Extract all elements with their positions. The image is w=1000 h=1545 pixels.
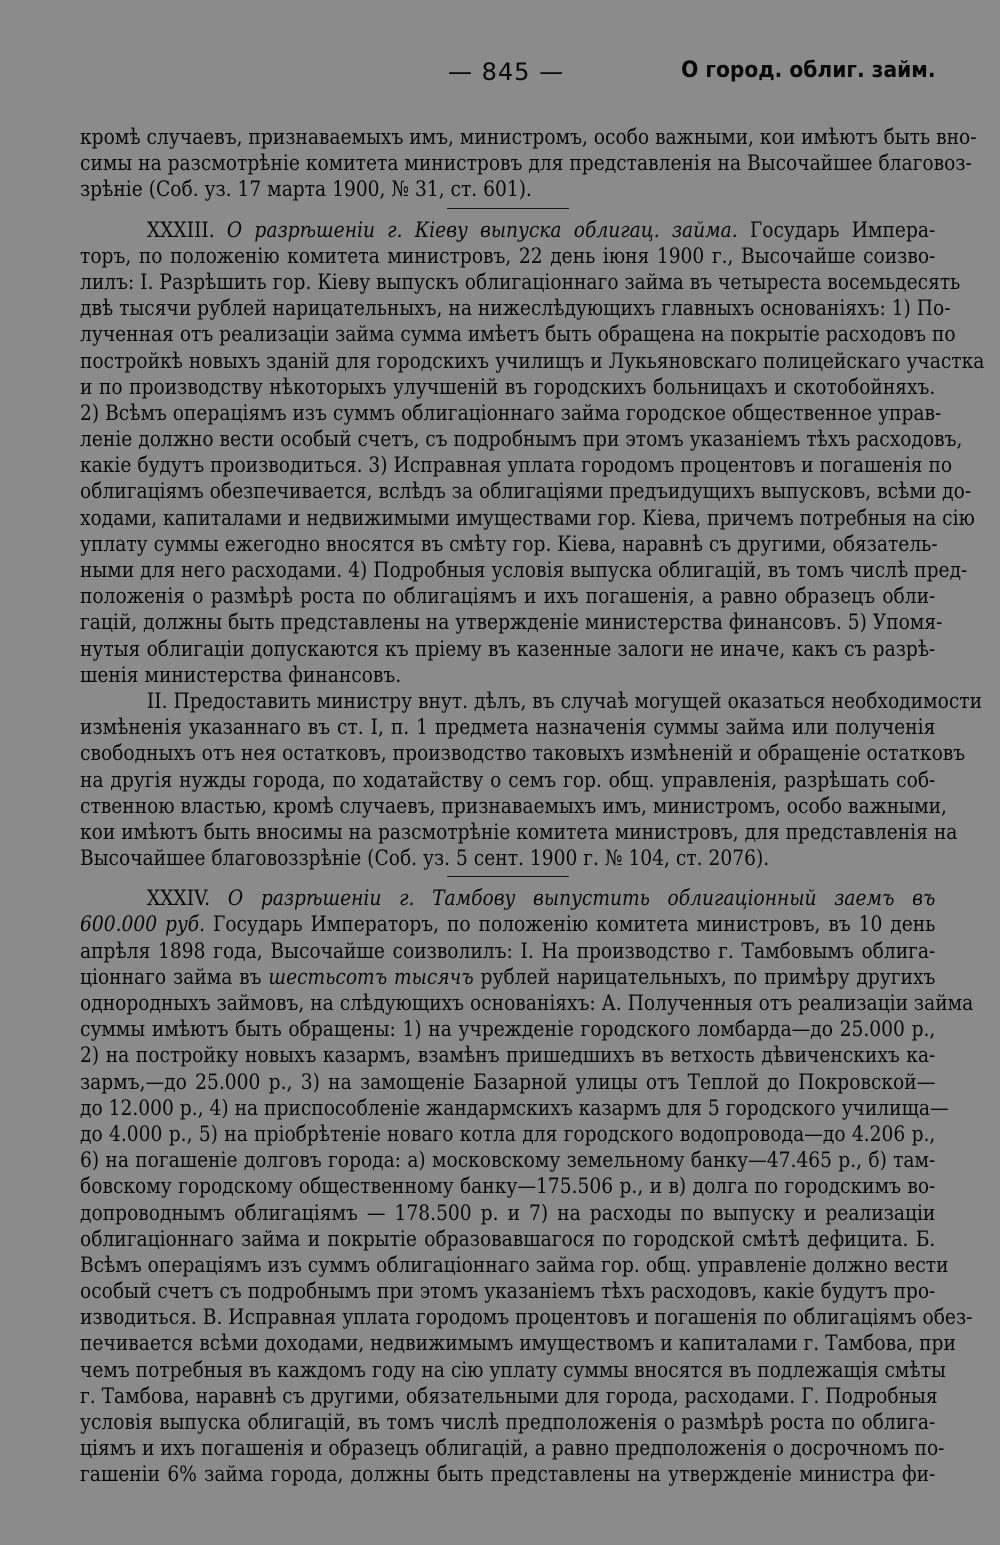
- text-span: ціоннаго займа въ: [80, 963, 262, 989]
- text-line: гашеніи 6% займа города, должны быть представлены на утвержденіе министра фи-: [80, 1461, 936, 1487]
- text-line: и по производству нѣкоторыхъ улучшеній въ городскихъ больницахъ и скотобойняхъ.: [80, 373, 936, 399]
- text-line: зармъ,—до 25.000 р., 3) на замощеніе Базарной улицы отъ Теплой до Покровской—: [80, 1068, 936, 1094]
- section-divider: [447, 208, 569, 209]
- text-line: симы на разсмотрѣніе комитета министровъ для представленія на Высочайшее благовоз-: [80, 150, 972, 176]
- section-33: [80, 216, 985, 872]
- page-number: — 845 —: [448, 58, 565, 86]
- text-line: уплату суммы ежегодно вносятся въ смѣту гор. Кіева, наравнѣ съ другими, обязатель-: [80, 530, 938, 556]
- text-line: Всѣмъ операціямъ изъ суммъ облигаціоннаго займа гор. общ. управленіе должно вести: [80, 1251, 949, 1277]
- text-line: торъ, по положенію комитета министровъ, 22 день іюня 1900 г., Высочайше соизво-: [80, 242, 936, 268]
- section-divider: [447, 876, 569, 877]
- text-line: Высочайшее благовоззрѣніе (Соб. уз. 5 сент. 1900 г. № 104, ст. 2076).: [80, 845, 770, 871]
- text-line: г. Тамбова, наравнѣ съ другими, обязательными для города, расходами. Г. Подробныя: [80, 1382, 938, 1408]
- text-line: на другія нужды города, по ходатайству о семъ гор. общ. управленія, разрѣшать соб-: [80, 766, 936, 792]
- text-line: облигаціямъ обезпечивается, вслѣдъ за облигаціями предъидущихъ выпусковъ, всѣми до-: [80, 478, 972, 504]
- text-line: [80, 964, 935, 990]
- text-line: однородныхъ займовъ, на слѣдующихъ основаніяхъ: А. Полученныя отъ реализаціи займа: [80, 990, 974, 1015]
- text-line: измѣненія указаннаго въ ст. I, п. 1 предмета назначенія суммы займа или полученія: [80, 714, 936, 740]
- running-head: О город. облиг. займ.: [681, 58, 936, 83]
- text-line: 6) на погашеніе долговъ города: а) московскому земельному банку—47.465 р., б) там-: [80, 1147, 936, 1173]
- text-line: апрѣля 1898 года, Высочайше соизволилъ: I. На производство г. Тамбовымъ облига-: [80, 937, 936, 963]
- page-header: [80, 58, 936, 90]
- text-line: кромѣ случаевъ, признаваемыхъ имъ, министромъ, особо важными, кои имѣютъ быть вно-: [80, 124, 977, 149]
- text-line: печивается всѣми доходами, недвижимымъ имуществомъ и капиталами г. Тамбова, при: [80, 1330, 956, 1356]
- text-line: ціямъ и ихъ погашенія и образецъ облигацій, а равно предположенія о досрочномъ по-: [80, 1435, 945, 1461]
- text-line: ными для него расходами. 4) Подробныя условія выпуска облигацій, въ томъ числѣ пред-: [80, 557, 968, 582]
- text-line: свободныхъ отъ нея остатковъ, производство таковыхъ измѣненій и обращеніе остатковъ: [80, 740, 966, 766]
- text-span: Государь Императоръ, по положенію комитета министровъ, въ 10 день: [212, 911, 936, 937]
- section-34: [80, 885, 974, 1487]
- text-line: положенія о размѣрѣ роста по облигаціямъ и ихъ погашенія, а равно образецъ обли-: [80, 583, 936, 609]
- text-line: чемъ потребныя въ каждомъ году на сію уплату суммы вносятся въ подлежащія смѣты: [80, 1356, 946, 1382]
- section-number: XXXIV.: [146, 885, 211, 911]
- section-heading-line: [80, 885, 935, 911]
- section-title: О разрѣшеніи г. Тамбову выпустить облигаціонный заемъ въ: [227, 885, 936, 911]
- text-line: гацій, должны быть представлены на утвержденіе министерства финансовъ. 5) Упомя-: [80, 609, 943, 635]
- page-body: [80, 124, 985, 1488]
- text-line: ходами, капиталами и недвижимыми имуществами гор. Кіева, причемъ потребныя на сію: [80, 504, 975, 530]
- text-line: 2) Всѣмъ операціямъ изъ суммъ облигаціоннаго займа городское общественное управ-: [80, 399, 942, 425]
- text-line: бовскому городскому общественному банку—175.506 р., и в) долга по городскимъ во-: [80, 1173, 936, 1199]
- text-line: лилъ: I. Разрѣшить гор. Кіеву выпускъ облигаціоннаго займа въ четыреста восемьдесять: [80, 268, 961, 294]
- section-heading-line: [80, 217, 935, 243]
- text-line: нутыя облигаціи допускаются къ пріему въ казенные залоги не иначе, какъ съ разрѣ-: [80, 635, 936, 661]
- text-line: лученная отъ реализаціи займа сумма имѣетъ быть обращена на покрытіе расходовъ по: [80, 321, 956, 347]
- text-line: II. Предоставить министру внут. дѣлъ, въ случаѣ могущей оказаться необходимости: [146, 687, 982, 713]
- text-line: леніе должно вести особый счетъ, съ подробнымъ при этомъ указаніемъ тѣхъ расходовъ,: [80, 426, 963, 452]
- text-line: двѣ тысячи рублей нарицательныхъ, на нижеслѣдующихъ главныхъ основаніяхъ: 1) По-: [80, 295, 951, 321]
- text-line: изводиться. В. Исправная уплата городомъ процентовъ и погашенія по облигаціямъ обез-: [80, 1304, 973, 1330]
- text-line: зрѣніе (Соб. уз. 17 марта 1900, № 31, ст. 601).: [80, 176, 532, 202]
- text-line: условія выпуска облигацій, въ томъ числѣ предположенія о размѣрѣ роста по облига-: [80, 1409, 936, 1434]
- text-line: до 12.000 р., 4) на приспособленіе жандармскихъ казармъ для 5 городского училища—: [80, 1094, 949, 1120]
- section-number: XXXIII.: [146, 216, 215, 242]
- section-title: О разрѣшеніи г. Кіеву выпуска облигац. займа.: [226, 216, 738, 242]
- text-line: какіе будутъ производиться. 3) Исправная уплата городомъ процентовъ и погашенія по: [80, 452, 953, 478]
- text-line: постройкѣ новыхъ зданій для городскихъ училищъ и Лукьяновскаго полицейскаго участка: [80, 347, 985, 373]
- text-line: особый счетъ съ подробнымъ при этомъ указаніемъ тѣхъ расходовъ, какіе будутъ про-: [80, 1278, 936, 1304]
- text-span: рублей нарицательныхъ, по примѣру другихъ: [480, 963, 936, 989]
- text-span-italic: шестьсотъ тысячъ: [268, 963, 474, 989]
- text-line: ственною властью, кромѣ случаевъ, признаваемыхъ имъ, министромъ, особо важными,: [80, 792, 947, 818]
- text-line: шенія министерства финансовъ.: [80, 661, 402, 687]
- text-line: кои имѣютъ быть вносимы на разсмотрѣніе комитета министровъ, для представленія на: [80, 818, 958, 844]
- text-line: суммы имѣютъ быть обращены: 1) на учрежденіе городского ломбарда—до 25.000 р.,: [80, 1016, 936, 1042]
- text-line: до 4.000 р., 5) на пріобрѣтеніе новаго котла для городского водопровода—до 4.206 р.,: [80, 1120, 936, 1146]
- text-line: облигаціоннаго займа и покрытіе образовавшагося по городской смѣтѣ дефицита. Б.: [80, 1225, 936, 1251]
- text-line: допроводнымъ облигаціямъ — 178.500 р. и 7) на расходы по выпуску и реализаціи: [80, 1199, 936, 1225]
- intro-paragraph: [80, 124, 977, 203]
- text-line: [80, 911, 935, 937]
- text-span-italic: 600.000 руб.: [80, 911, 206, 937]
- text-span: Государь Импера-: [749, 216, 936, 242]
- text-line: 2) на постройку новыхъ казармъ, взамѣнъ пришедшихъ въ ветхость дѣвиченскихъ ка-: [80, 1042, 936, 1068]
